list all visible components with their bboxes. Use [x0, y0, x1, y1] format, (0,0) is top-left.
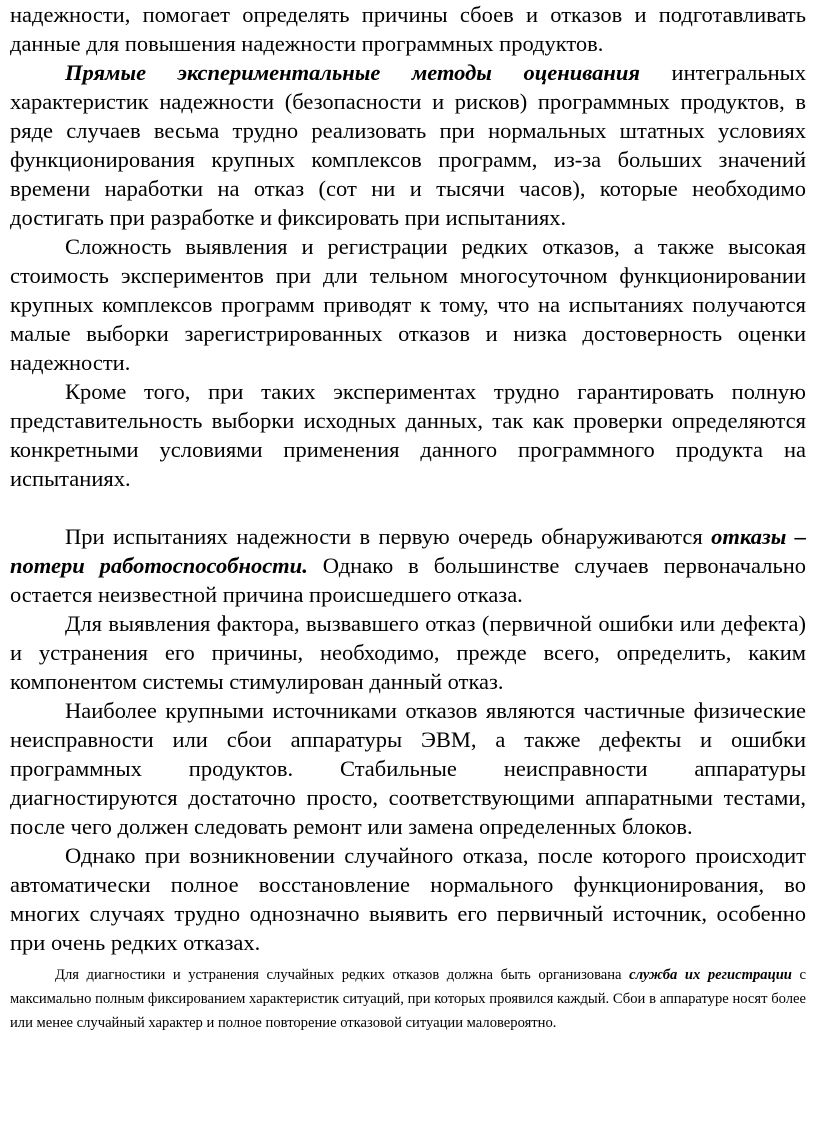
paragraph-3 — [10, 232, 806, 377]
paragraph-9 — [10, 963, 806, 1035]
paragraph-6-text: Для выявления фактора, вызвавшего отказ (первичной ошибки или дефекта) и устранения его причины, необходимо, прежде всего, определить, каким компонентом системы стимулирован данный отказ. — [10, 611, 806, 694]
paragraph-8 — [10, 841, 806, 957]
document-page — [10, 0, 806, 1035]
paragraph-9-text-a: Для диагностики и устранения случайных редких отказов должна быть организована — [55, 967, 630, 983]
paragraph-9-text-b: с максимально полным фиксированием характеристик ситуаций, при которых проявился каждый. Сбои в аппаратуре носят более или менее случайный характер и полное повторение отказовой ситуации маловероятно. — [10, 967, 806, 1031]
paragraph-2 — [10, 58, 806, 232]
paragraph-6 — [10, 609, 806, 696]
paragraph-8-text: Однако при возникновении случайного отказа, после которого происходит автоматически полное восстановление нормального функционирования, во многих случаях трудно однозначно выявить его первичный источник, особенно при очень редких отказах. — [10, 843, 806, 955]
paragraph-4-text: Кроме того, при таких экспериментах трудно гарантировать полную представительность выборки исходных данных, так как проверки определяются конкретными условиями применения данного программного продукта на испытаниях. — [10, 379, 806, 491]
paragraph-spacer — [10, 493, 806, 522]
paragraph-4 — [10, 377, 806, 493]
paragraph-3-text: Сложность выявления и регистрации редких отказов, а также высокая стоимость экспериментов при дли тельном многосуточном функционировании крупных комплексов программ приводят к тому, что на испытаниях получаются малые выборки зарегистрированных отказов и низка достоверность оценки надежности. — [10, 234, 806, 375]
paragraph-7-text: Наиболее крупными источниками отказов являются частичные физические неисправности или сбои аппаратуры ЭВМ, а также дефекты и ошибки программных продуктов. Стабильные неисправности аппаратуры диагностируются достаточно просто, соответствующими аппаратными тестами, после чего должен следовать ремонт или замена определенных блоков. — [10, 698, 806, 839]
paragraph-1-text: надежности, помогает определять причины сбоев и отказов и подготавливать данные для повышения надежности программных продуктов. — [10, 2, 806, 56]
paragraph-2-term: Прямые экспериментальные методы оценивания — [65, 60, 640, 85]
paragraph-5-text-b: Однако в большинстве случаев первоначально остается неизвестной причина происшедшего отказа. — [10, 553, 806, 607]
paragraph-9-term: служба их регистрации — [629, 967, 792, 983]
paragraph-1 — [10, 0, 806, 58]
paragraph-2-text: интегральных характеристик надежности (безопасности и рисков) программных продуктов, в ряде случаев весьма трудно реализовать при нормальных штатных условиях функционирования крупных комплексов программ, из-за больших значений времени наработки на отказ (сот ни и тысячи часов), которые необходимо достигать при разработке и фиксировать при испытаниях. — [10, 60, 806, 230]
paragraph-5 — [10, 522, 806, 609]
paragraph-7 — [10, 696, 806, 841]
paragraph-5-term: отказы – потери работоспособности. — [10, 524, 806, 578]
paragraph-5-text-a: При испытаниях надежности в первую очередь обнаруживаются — [65, 524, 712, 549]
